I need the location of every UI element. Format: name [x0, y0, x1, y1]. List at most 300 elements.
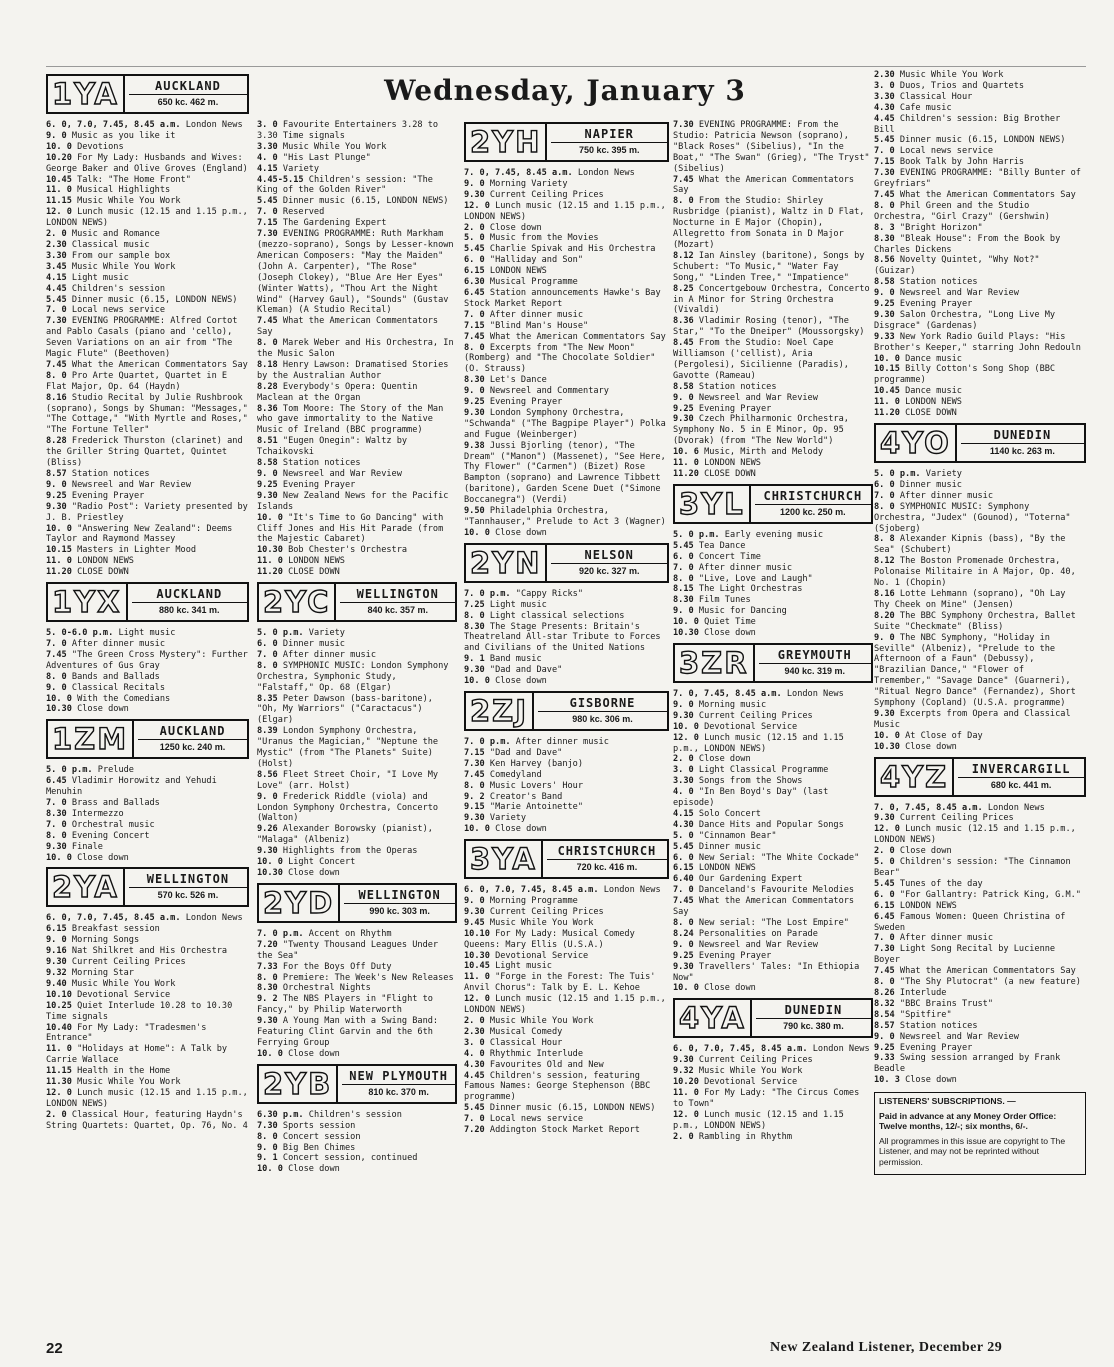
programme-item — [673, 776, 873, 787]
programme-time: 11. 0 — [46, 185, 72, 196]
programme-item — [673, 853, 873, 864]
programme-time: 9. 0 — [464, 896, 485, 907]
station-4ya-continued — [874, 70, 1086, 419]
station-2yh — [464, 122, 669, 539]
programme-time: 10.45 — [464, 961, 490, 972]
programme-time: 6.40 — [673, 874, 694, 885]
programme-title: London Symphony Orchestra, "Uranus the Magician," "Neptune the Mystic" (from "The Planets" Suite) (Holst) — [257, 726, 439, 769]
programme-item — [874, 397, 1086, 408]
programme-title: Fleet Street Choir, "I Love My Love" (arr. Holst) — [257, 769, 439, 791]
programme-time: 10. 0 — [46, 852, 72, 863]
station-header — [46, 74, 249, 114]
programme-time: 10. 0 — [257, 1164, 283, 1175]
programme-time: 4.45 — [464, 1070, 485, 1081]
programme-item — [464, 1049, 669, 1060]
programme-title: Intermezzo — [71, 808, 124, 819]
programme-item — [673, 809, 873, 820]
station-header — [673, 643, 873, 683]
programme-time: 10. 0 — [464, 824, 490, 835]
programme-item — [874, 944, 1086, 966]
programme-title: Rambling in Rhythm — [698, 1131, 793, 1142]
station-info — [125, 76, 247, 112]
station-4ya — [673, 998, 873, 1142]
programme-item — [46, 295, 249, 306]
programme-title: What the American Commentators Say — [489, 331, 666, 342]
programme-item — [464, 375, 669, 386]
programme-title: Finale — [71, 841, 103, 852]
station-header — [464, 839, 669, 879]
programme-title: New York Radio Guild Plays: "His Brother's Keeper," starring John Redouln — [874, 331, 1081, 353]
programme-time: 8.25 — [673, 283, 694, 294]
programme-item — [46, 153, 249, 175]
programme-time: 4. 0 — [257, 152, 278, 163]
programme-time: 8. 0 — [673, 918, 694, 928]
programme-title: "Blind Man's House" — [489, 320, 589, 331]
programme-item — [464, 792, 669, 803]
programme-item — [673, 196, 873, 251]
programme-time: 7. 0 — [673, 562, 694, 573]
programme-item — [874, 310, 1086, 332]
programme-item — [257, 994, 457, 1016]
programme-item — [874, 288, 1086, 299]
programme-item — [673, 700, 873, 711]
programme-time: 3. 0 — [874, 80, 895, 91]
programme-time: 12. 0 — [673, 732, 699, 743]
programme-title: Music for Dancing — [698, 606, 787, 617]
programme-title: Lunch music (12.15 and 1.15 p.m., LONDON NEWS) — [673, 1109, 844, 1131]
programme-title: Tom Moore: The Story of the Man who gave immortality to the Native Music of Ireland (BBC programme) — [257, 403, 444, 436]
programme-title: LONDON NEWS — [698, 863, 756, 874]
programme-time: 3. 0 — [257, 120, 278, 130]
programme-time: 7.45 — [464, 331, 485, 342]
programme-title: "Radio Post": Variety presented by J. B. Priestley — [46, 501, 248, 523]
column-1 — [46, 70, 249, 1132]
programme-time: 7. 0 — [46, 638, 67, 649]
programme-time: 7.45 — [464, 769, 485, 780]
programme-title: Close down — [905, 1075, 957, 1086]
programme-title: Devotions — [77, 141, 124, 152]
programme-title: Current Ceiling Prices — [698, 1055, 813, 1066]
programme-title: Evening Prayer — [489, 397, 563, 408]
programme-title: "Live, Love and Laugh" — [698, 573, 813, 584]
programme-time: 10. 0 — [257, 1048, 283, 1059]
programme-title: A Young Man with a Swing Band: Featuring Clint Garvin and the 6th Ferrying Group — [257, 1016, 439, 1048]
programme-title: Morning Variety — [489, 178, 568, 189]
programme-time: 9. 0 — [257, 1142, 278, 1153]
programme-item — [257, 1110, 457, 1121]
programme-title: Local news service — [899, 146, 994, 157]
programme-item — [46, 628, 249, 639]
programme-title: Czech Philharmonic Orchestra, Symphony No. 5 in E Minor, Op. 95 (Dvorak) (from "The New World") — [673, 414, 849, 447]
programme-time: 2.30 — [874, 70, 895, 80]
programme-title: CLOSE DOWN — [77, 567, 129, 578]
station-frequency: 750 kc. 395 m. — [578, 145, 640, 155]
programme-time: 8.39 — [257, 726, 278, 737]
programme-item — [673, 722, 873, 733]
programme-time: 10.20 — [46, 152, 72, 163]
programme-item — [874, 633, 1086, 709]
programme-time: 11. 0 — [464, 972, 490, 983]
programme-time: 2. 0 — [464, 222, 485, 233]
programme-item — [874, 168, 1086, 190]
programme-item — [874, 709, 1086, 731]
programme-title: Quiet Interlude 10.28 to 10.30 Time signals — [46, 1000, 233, 1022]
station-city: DUNEDIN — [961, 428, 1084, 444]
programme-time: 9.30 — [46, 501, 67, 512]
station-2zj — [464, 691, 669, 835]
programme-item — [673, 284, 873, 317]
station-header — [673, 484, 873, 524]
programme-time: 3. 0 — [673, 765, 694, 776]
programme-item — [257, 142, 457, 153]
programme-item — [257, 1164, 457, 1175]
programme-title: CLOSE DOWN — [704, 469, 756, 479]
programme-title: Studio Recital by Julie Rushbrook (soprano), Songs by Shuman: "Messages," "The Cottage," "With Myrtle and Roses," "The Fortune Teller" — [46, 392, 248, 436]
programme-title: Swing session arranged by Frank Beadle — [874, 1053, 1061, 1075]
programme-item — [257, 628, 457, 639]
programme-time: 9.30 — [874, 309, 895, 320]
programme-title: LONDON NEWS — [899, 900, 957, 911]
programme-title: Classical Hour, featuring Haydn's String Quartets: Quartet, Op. 76, No. 4 — [46, 1109, 248, 1131]
programme-time: 8.20 — [874, 610, 895, 621]
programme-time: 7.30 — [257, 229, 278, 240]
programme-item — [46, 284, 249, 295]
programme-item — [874, 890, 1086, 901]
programme-item — [257, 983, 457, 994]
programme-item — [46, 393, 249, 437]
programme-time: 7. 0 p.m. — [257, 928, 304, 939]
programme-item — [257, 120, 457, 142]
programme-time: 7. 0 — [874, 490, 895, 501]
programme-time: 9. 0 — [46, 130, 67, 141]
programme-title: Classical music — [71, 239, 150, 250]
programme-time: 6. 0 — [673, 551, 694, 562]
programme-item — [874, 480, 1086, 491]
programme-title: "His Last Plunge" — [282, 152, 371, 163]
programme-item — [874, 901, 1086, 912]
programme-item — [874, 731, 1086, 742]
programme-time: 7.20 — [257, 939, 278, 950]
programme-time: 8. 0 — [673, 573, 694, 584]
programme-title: Variety — [282, 163, 320, 174]
programme-item — [874, 190, 1086, 201]
notice-heading: LISTENERS' SUBSCRIPTIONS. — — [879, 1096, 1016, 1107]
programme-title: Cafe music — [899, 102, 952, 113]
programme-title: Music and Romance — [71, 229, 160, 240]
column-5 — [874, 70, 1086, 1175]
programme-title: Close down — [905, 741, 957, 752]
programme-item — [257, 316, 457, 338]
programme-title: Current Ceiling Prices — [489, 189, 604, 200]
programme-time: 7.45 — [673, 174, 694, 185]
programme-title: For My Lady: Musical Comedy Queens: Mary Ellis (U.S.A.) — [464, 928, 635, 950]
programme-time: 7.45 — [46, 359, 67, 370]
programme-time: 9.30 — [874, 708, 895, 719]
programme-item — [46, 491, 249, 502]
programme-time: 7.45 — [874, 189, 895, 200]
programme-item — [874, 157, 1086, 168]
programme-title: "Bleak House": From the Book by Charles Dickens — [874, 233, 1061, 255]
programme-title: Comedyland — [489, 769, 542, 780]
programme-title: After dinner music — [71, 638, 166, 649]
programme-title: Children's session: "The King of the Golden River" — [257, 174, 433, 196]
programme-title: Vladimir Rosing (tenor), "The Star," "To the Dneiper" (Moussorgsky) — [673, 316, 865, 338]
station-4yz — [874, 757, 1086, 1087]
column-3 — [464, 118, 669, 1136]
programme-time: 9. 0 — [874, 1031, 895, 1042]
programme-item — [464, 654, 669, 665]
programme-time: 9. 0 — [464, 178, 485, 189]
programme-title: Station notices — [899, 277, 978, 288]
programme-title: Our Gardening Expert — [698, 874, 803, 885]
station-code: 4YZ — [876, 759, 954, 795]
programme-item — [464, 611, 669, 622]
station-code: 1YX — [48, 584, 128, 620]
programme-time: 12. 0 — [46, 1087, 72, 1098]
programme-item — [46, 305, 249, 316]
programme-title: Premiere: The Week's New Releases — [282, 972, 454, 983]
programme-item — [46, 683, 249, 694]
programme-item — [874, 912, 1086, 934]
programme-title: What the American Commentators Say — [673, 896, 855, 918]
programme-item — [257, 940, 457, 962]
programme-time: 10. 0 — [673, 617, 699, 628]
programme-item — [464, 233, 669, 244]
programme-item — [874, 813, 1086, 824]
programme-item — [464, 770, 669, 781]
programme-item — [257, 1143, 457, 1154]
programme-title: Dinner music (6.15, LONDON NEWS) — [282, 196, 449, 207]
programme-item — [464, 332, 669, 343]
programme-time: 8.54 — [874, 1009, 895, 1020]
programme-item — [464, 802, 669, 813]
programme-item — [673, 120, 873, 175]
programme-item — [874, 879, 1086, 890]
station-info — [134, 721, 247, 757]
programme-title: Music While You Work — [77, 1077, 181, 1088]
programme-time: 2. 0 — [46, 229, 67, 240]
programme-time: 10. 0 — [257, 857, 283, 868]
programme-item — [257, 207, 457, 218]
programme-time: 7.33 — [257, 961, 278, 972]
programme-item — [464, 1027, 669, 1038]
programme-time: 6.15 — [673, 863, 694, 874]
programme-time: 8.30 — [464, 375, 485, 386]
programme-title: After dinner music — [489, 309, 584, 320]
station-info — [751, 486, 871, 522]
programme-time: 9. 0 — [46, 682, 67, 693]
programme-item — [46, 1110, 249, 1132]
programme-time: 4.45 — [46, 283, 67, 294]
programme-item — [874, 469, 1086, 480]
station-header — [46, 582, 249, 622]
programme-title: Jussi Bjorling (tenor), "The Dream" ("Manon") (Massenet), "See Here, Thy Flower" ("Carmen") (Bizet) Rose Bampton (soprano) and Lawrence Tibbett (baritone), Garden Scene Duet ("Simone Boccanegra") (Verdi) — [464, 440, 666, 506]
programme-time: 8.30 — [46, 808, 67, 819]
station-city: WELLINGTON — [340, 587, 455, 603]
programme-item — [464, 622, 669, 655]
programme-item — [874, 114, 1086, 136]
programme-title: Bob Chester's Orchestra — [288, 545, 408, 556]
programme-item — [46, 809, 249, 820]
programme-time: 8.12 — [874, 556, 895, 567]
programme-title: Close down — [77, 704, 129, 715]
programme-title: Close down — [704, 983, 756, 994]
station-city: DUNEDIN — [756, 1003, 871, 1019]
programme-title: The NBC Symphony, "Holiday in Seville" (Albeniz), "Prelude to the Afternoon of a Faun" (Debussy), "Brazilian Dance," "Flower of Tremember," "Savage Dance" (Guarneri), "Ritual Negro Dance" (Fernandez), Short Symphony (Copland) (U.S.A. programme) — [874, 632, 1076, 709]
station-frequency: 650 kc. 462 m. — [157, 97, 219, 107]
programme-time: 10. 0 — [874, 730, 900, 741]
programme-item — [464, 961, 669, 972]
programme-time: 9.30 — [673, 1055, 694, 1066]
programme-item — [257, 1049, 457, 1060]
programme-title: With the Comedians — [77, 693, 171, 704]
programme-title: Music While You Work — [282, 141, 387, 152]
programme-item — [673, 447, 873, 458]
programme-time: 9. 1 — [464, 654, 485, 665]
programme-item — [464, 748, 669, 759]
programme-item — [464, 918, 669, 929]
programme-time: 10.15 — [46, 545, 72, 556]
programme-item — [874, 364, 1086, 386]
programme-item — [673, 469, 873, 480]
programme-title: Accent on Rhythm — [308, 928, 392, 939]
programme-item — [673, 754, 873, 765]
programme-title: Health in the Home — [77, 1066, 171, 1077]
programme-title: Current Ceiling Prices — [899, 813, 1014, 824]
programme-title: Alexander Borowsky (pianist), "Malaga" (Albeniz) — [257, 824, 433, 846]
programme-title: Newsreel and War Review — [698, 939, 818, 950]
programme-time: 9.30 — [464, 407, 485, 418]
programme-item — [46, 142, 249, 153]
programme-time: 7. 0 p.m. — [464, 736, 511, 747]
programme-item — [257, 824, 457, 846]
station-city: AUCKLAND — [138, 724, 247, 740]
programme-time: 9. 2 — [464, 791, 485, 802]
programme-title: London News — [603, 885, 661, 896]
programme-item — [464, 386, 669, 397]
programme-title: Alexander Kipnis (bass), "By the Sea" (Schubert) — [874, 534, 1066, 556]
programme-time: 11. 0 — [46, 1044, 72, 1055]
programme-title: Early evening music — [724, 529, 824, 540]
programme-item — [46, 957, 249, 968]
programme-title: Evening Prayer — [71, 490, 145, 501]
programme-title: Solo Concert — [698, 808, 761, 819]
programme-title: After dinner music — [899, 490, 994, 501]
programme-item — [46, 502, 249, 524]
programme-time: 11.15 — [46, 196, 72, 207]
programme-title: Music Lovers' Hour — [489, 780, 584, 791]
programme-title: LONDON NEWS — [704, 458, 761, 469]
station-info — [340, 885, 455, 921]
programme-time: 7. 0 — [464, 1114, 485, 1125]
programme-title: "For Gallantry: Patrick King, G.M." — [899, 889, 1081, 900]
programme-time: 6.45 — [46, 776, 67, 787]
programme-item — [673, 552, 873, 563]
programme-title: Light music — [495, 961, 552, 972]
programme-item — [673, 929, 873, 940]
programme-item — [46, 360, 249, 371]
programme-title: Orchestral Nights — [282, 983, 371, 994]
programme-title: Music While You Work — [77, 196, 181, 207]
programme-time: 8.57 — [874, 1020, 895, 1031]
programme-time: 9.25 — [257, 479, 278, 490]
programme-title: Concert session, continued — [282, 1153, 418, 1164]
programme-item — [464, 972, 669, 994]
station-code: 2YB — [259, 1066, 338, 1102]
programme-time: 9.30 — [673, 414, 694, 425]
programme-item — [464, 179, 669, 190]
programme-item — [257, 1153, 457, 1164]
programme-title: EVENING PROGRAMME: From the Studio: Patricia Newson (soprano), "Black Roses" (Sibelius), "In the Boat," "The Swan" (Grieg), "The Tryst" (Sibelius) — [673, 120, 870, 174]
programme-title: Salon Orchestra, "Long Live My Disgrace" (Gardenas) — [874, 309, 1056, 331]
programme-title: Newsreel and War Review — [899, 1031, 1019, 1042]
programme-item — [257, 868, 457, 879]
programme-time: 9.30 — [257, 490, 278, 501]
station-frequency: 720 kc. 416 m. — [576, 862, 638, 873]
programme-item — [874, 135, 1086, 146]
programme-item — [673, 316, 873, 338]
station-info — [534, 693, 667, 729]
programme-item — [874, 386, 1086, 397]
programme-title: Musical Highlights — [77, 185, 171, 196]
programme-title: Dance Hits and Popular Songs — [698, 819, 844, 830]
programme-time: 6.45 — [464, 287, 485, 298]
station-3yl — [673, 484, 873, 639]
programme-time: 7.25 — [464, 599, 485, 610]
programme-item — [874, 277, 1086, 288]
programme-title: Billy Cotton's Song Shop (BBC programme) — [874, 364, 1056, 386]
station-frequency: 570 kc. 526 m. — [157, 890, 219, 901]
programme-time: 6.30 p.m. — [257, 1109, 304, 1120]
programme-time: 8. 0 — [874, 977, 895, 988]
programme-time: 4.15 — [257, 163, 278, 174]
programme-title: New Serial: "The White Cockade" — [698, 852, 860, 863]
programme-title: Light Concert — [288, 857, 356, 868]
programme-time: 7.30 — [46, 316, 67, 327]
programme-item — [464, 168, 669, 179]
programme-item — [673, 1088, 873, 1110]
programme-title: EVENING PROGRAMME: Ruth Markham (mezzo-soprano), Songs by Lesser-known American Composers: "May the Maiden" (John A. Carpenter), "The Rose" (Joseph Clokey), "Blue Are Her Eyes" (Winter Watts), "Thou Art the Night Wind" (Harvey Gaul), "Sounds" (Gustav Kleman) (A Studio Recital) — [257, 229, 454, 316]
programme-time: 9.30 — [673, 961, 694, 972]
programme-title: Station notices — [71, 469, 150, 479]
programme-title: Newsreel and War Review — [698, 392, 818, 403]
programme-item — [464, 1071, 669, 1104]
programme-item — [257, 196, 457, 207]
programme-item — [673, 404, 873, 415]
programme-item — [673, 414, 873, 447]
programme-time: 12. 0 — [464, 994, 490, 1005]
programme-item — [874, 857, 1086, 879]
programme-item — [673, 863, 873, 874]
programme-time: 10.20 — [673, 1077, 699, 1088]
programme-title: Station announcements Hawke's Bay Stock Market Report — [464, 287, 661, 309]
programme-title: Light Classical Programme — [698, 765, 829, 776]
programme-item — [673, 617, 873, 628]
programme-title: Peter Dawson (bass-baritone), "Oh, My Warriors" ("Caractacus") (Elgar) — [257, 693, 433, 726]
programme-title: London News — [185, 913, 243, 924]
programme-title: Interlude — [899, 987, 947, 998]
programme-item — [673, 338, 873, 382]
programme-item — [673, 393, 873, 404]
programme-time: 6.45 — [874, 911, 895, 922]
station-header — [464, 122, 669, 162]
programme-time: 11.20 — [874, 408, 900, 419]
programme-title: Band music — [489, 654, 542, 665]
programme-item — [257, 229, 457, 316]
programme-time: 4.45 — [874, 113, 895, 124]
programme-time: 9. 0 — [874, 632, 895, 643]
programme-title: Close down — [899, 846, 952, 857]
